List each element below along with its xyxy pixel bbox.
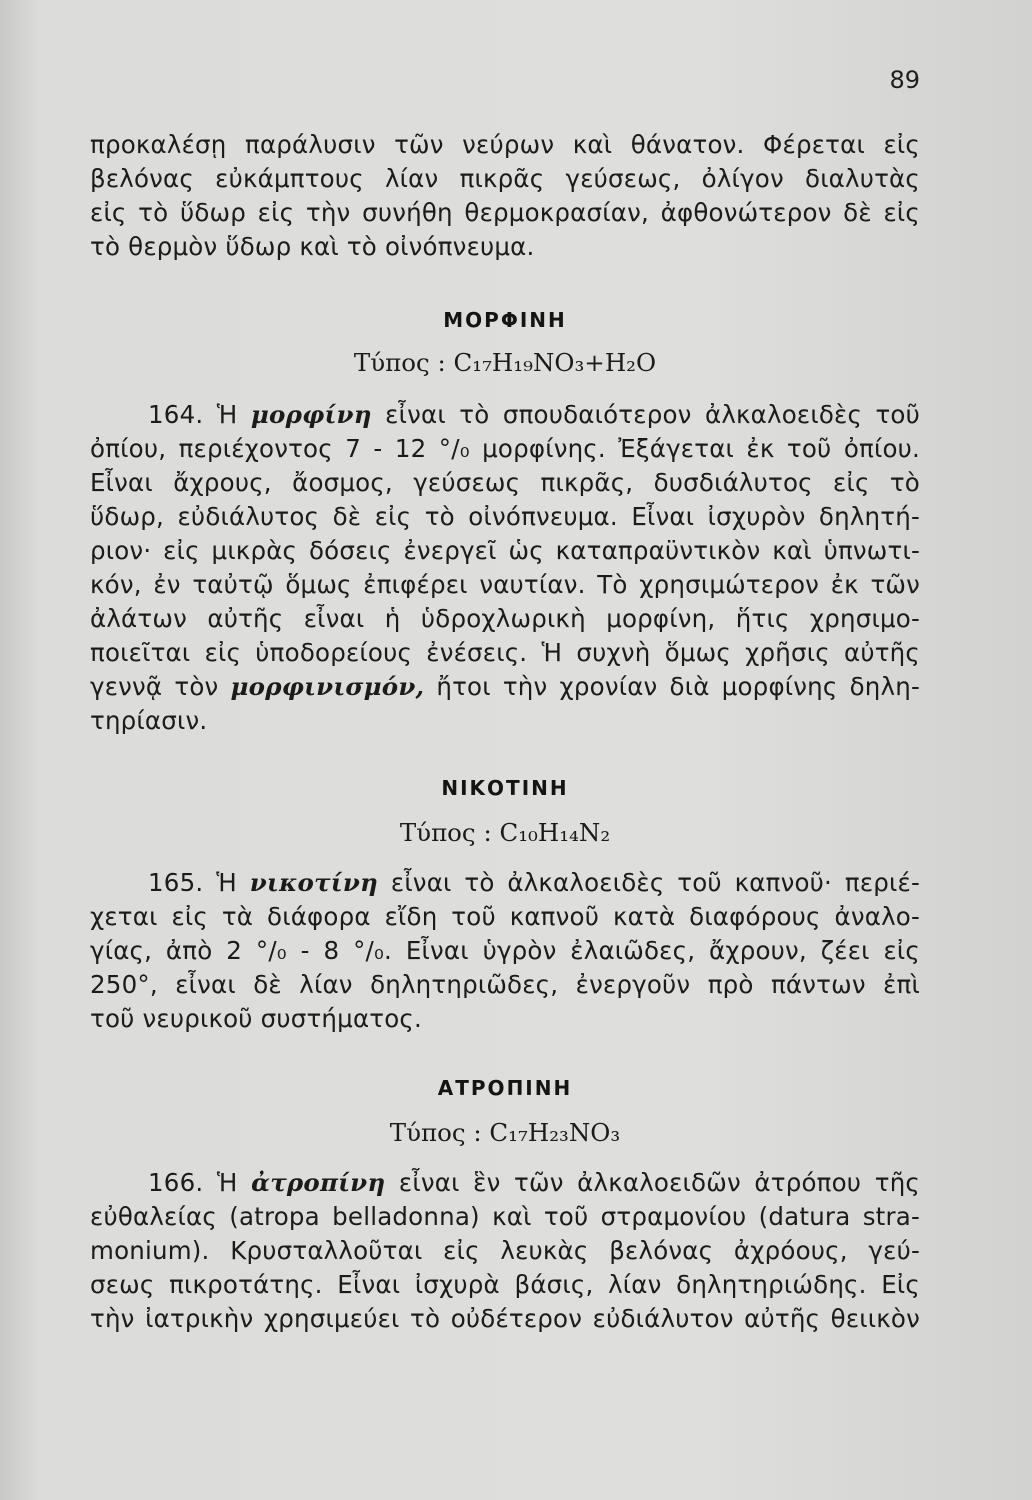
text-line bbox=[90, 1166, 920, 1200]
text-line: σεως πικροτάτης. Εἶναι ἰσχυρὰ βάσις, λίαν δηλητηριώδης. Εἰς bbox=[90, 1270, 920, 1299]
section-heading-nicotine: ΝΙΚΟΤΙΝΗ bbox=[441, 776, 569, 800]
text-span: ἤτοι τὴν χρονίαν διὰ μορφίνης δηλη- bbox=[424, 672, 920, 701]
formula-nicotine bbox=[90, 818, 920, 847]
paragraph-166 bbox=[90, 1166, 920, 1336]
text-span: εἶναι τὸ σπουδαιότερον ἀλκαλοειδὲς τοῦ bbox=[371, 400, 920, 429]
text-line: τὸ θερμὸν ὕδωρ καὶ τὸ οἰνόπνευμα. bbox=[90, 232, 535, 261]
text-line: εὐθαλείας (atropa belladonna) καὶ τοῦ στραμονίου (datura stra- bbox=[90, 1202, 920, 1231]
term-atropine: ἀτροπίνη bbox=[251, 1168, 386, 1197]
text-line: εἰς τὸ ὕδωρ εἰς τὴν συνήθη θερμοκρασίαν, ἀφθονώτερον δὲ εἰς bbox=[90, 198, 920, 227]
text-line: τηρίασιν. bbox=[90, 706, 208, 735]
paragraph-165 bbox=[90, 866, 920, 1036]
text-line: ριον· εἰς μικρὰς δόσεις ἐνεργεῖ ὡς καταπραϋντικὸν καὶ ὑπνωτι- bbox=[90, 536, 920, 565]
text-line: ὀπίου, περιέχοντος 7 - 12 °/₀ μορφίνης. Ἐξάγεται ἐκ τοῦ ὀπίου. bbox=[90, 434, 920, 463]
paragraph-number: 164. Ἡ bbox=[148, 400, 251, 429]
text-line bbox=[90, 398, 920, 432]
text-line: βελόνας εὐκάμπτους λίαν πικρᾶς γεύσεως, ὀλίγον διαλυτὰς bbox=[90, 164, 920, 193]
text-line: monium). Κρυσταλλοῦται εἰς λευκὰς βελόνας ἀχρόους, γεύ- bbox=[90, 1236, 920, 1265]
section-heading-atropine: ΑΤΡΟΠΙΝΗ bbox=[437, 1076, 573, 1100]
text-line: γίας, ἀπὸ 2 °/₀ - 8 °/₀. Εἶναι ὑγρὸν ἐλαιῶδες, ἄχρουν, ζέει εἰς bbox=[90, 936, 920, 965]
text-line: Εἶναι ἄχρους, ἄοσμος, γεύσεως πικρᾶς, δυσδιάλυτος εἰς τὸ bbox=[90, 468, 920, 497]
term-nicotine: νικοτίνη bbox=[249, 868, 379, 897]
text-line: τοῦ νευρικοῦ συστήματος. bbox=[90, 1004, 422, 1033]
text-line: ἀλάτων αὐτῆς εἶναι ἡ ὑδροχλωρικὴ μορφίνη, ἥτις χρησιμο- bbox=[90, 604, 920, 633]
paragraph-164 bbox=[90, 398, 920, 738]
paragraph-number: 165. Ἡ bbox=[148, 868, 250, 897]
intro-paragraph bbox=[90, 128, 920, 264]
text-span: εἶναι ἓν τῶν ἀλκαλοειδῶν ἀτρόπου τῆς bbox=[385, 1168, 920, 1197]
text-line: προκαλέσῃ παράλυσιν τῶν νεύρων καὶ θάνατον. Φέρεται εἰς bbox=[90, 130, 920, 159]
formula-text: Τύπος : C₁₇H₁₉NO₃+H₂O bbox=[353, 348, 657, 377]
text-line bbox=[90, 866, 920, 900]
text-line: τὴν ἰατρικὴν χρησιμεύει τὸ οὐδέτερον εὐδιάλυτον αὐτῆς θειικὸν bbox=[90, 1304, 920, 1333]
formula-text: Τύπος : C₁₀H₁₄N₂ bbox=[399, 818, 611, 847]
formula-atropine bbox=[90, 1118, 920, 1147]
formula-text: Τύπος : C₁₇H₂₃NO₃ bbox=[389, 1118, 621, 1147]
section-heading-morphine: ΜΟΡΦΙΝΗ bbox=[443, 308, 567, 332]
text-span: γεννᾷ τὸν bbox=[90, 672, 231, 701]
text-line: 250°, εἶναι δὲ λίαν δηλητηριῶδες, ἐνεργοῦν πρὸ πάντων ἐπὶ bbox=[90, 970, 920, 999]
text-line: κόν, ἐν ταὐτῷ ὅμως ἐπιφέρει ναυτίαν. Τὸ χρησιμώτερον ἐκ τῶν bbox=[90, 570, 920, 599]
page-number: 89 bbox=[889, 66, 920, 94]
text-line bbox=[90, 670, 920, 704]
paragraph-number: 166. Ἡ bbox=[148, 1168, 252, 1197]
term-morphine: μορφίνη bbox=[250, 400, 372, 429]
text-line: χεται εἰς τὰ διάφορα εἴδη τοῦ καπνοῦ κατὰ διαφόρους ἀναλο- bbox=[90, 902, 920, 931]
text-line: ποιεῖται εἰς ὑποδορείους ἐνέσεις. Ἡ συχνὴ ὅμως χρῆσις αὐτῆς bbox=[90, 638, 920, 667]
term-morphinism: μορφινισμόν, bbox=[230, 672, 425, 701]
formula-morphine bbox=[90, 348, 920, 377]
text-span: εἶναι τὸ ἀλκαλοειδὲς τοῦ καπνοῦ· περιέ- bbox=[378, 868, 920, 897]
text-line: ὕδωρ, εὐδιάλυτος δὲ εἰς τὸ οἰνόπνευμα. Εἶναι ἰσχυρὸν δηλητή- bbox=[90, 502, 920, 531]
